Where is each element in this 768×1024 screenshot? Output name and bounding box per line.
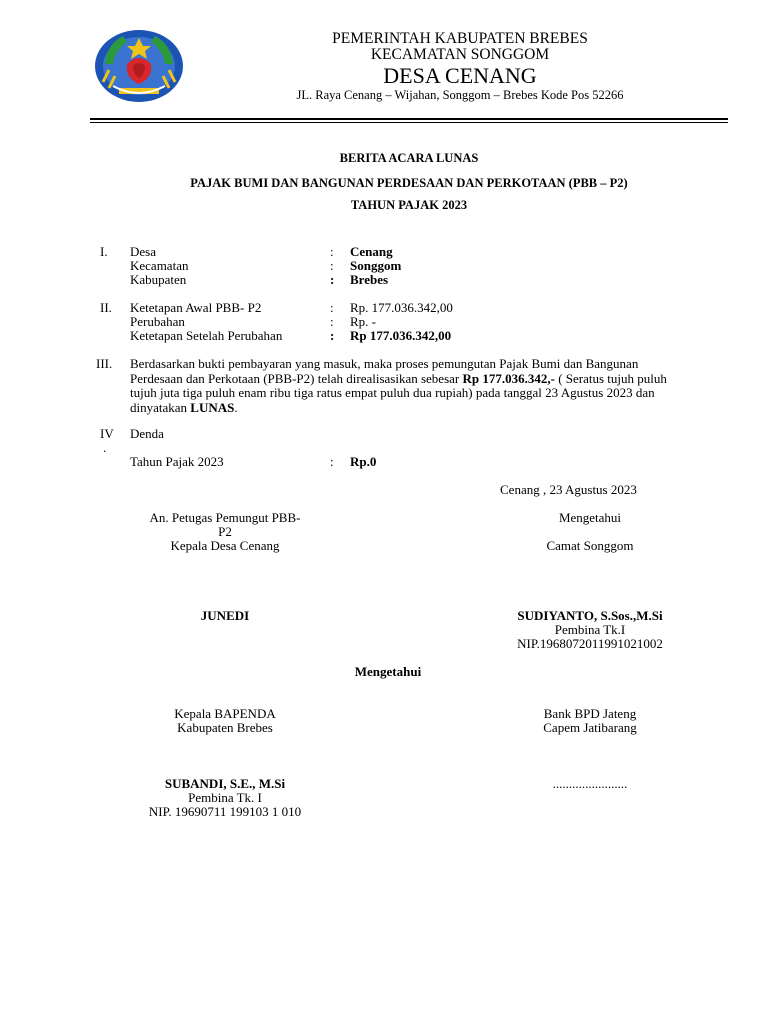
- approver-position: Camat Songgom: [546, 538, 634, 553]
- field-colon: :: [330, 300, 334, 315]
- signer-position: Kepala Desa Cenang: [170, 538, 280, 553]
- signer-position: Kepala BAPENDA: [174, 706, 276, 721]
- header-rule-thin: [90, 122, 728, 123]
- approver-nip: NIP.196807201199102100​2: [517, 636, 663, 651]
- field-value: Rp 177.036.342,00: [350, 328, 452, 343]
- field-label: Perubahan: [130, 314, 185, 329]
- field-label: Kabupaten: [130, 272, 187, 287]
- regency-logo: [93, 24, 185, 104]
- field-value: Brebes: [350, 272, 389, 287]
- signer-rank: Pembina Tk. I: [188, 790, 262, 805]
- field-colon: :: [330, 328, 335, 343]
- field-colon: :: [330, 314, 334, 329]
- field-colon: :: [330, 244, 334, 259]
- approver-label: Mengetahui: [558, 510, 622, 525]
- statement-text-continued: ( Seratus tujuh puluh tujuh juta tiga puluh enam ribu tiga ratus empat puluh dua rupiah) pada tanggal 23 Agustus 2023 dan dinyatakan: [130, 370, 667, 415]
- field-label: Ketetapan Setelah Perubahan: [130, 328, 283, 343]
- field-value: Rp.0: [350, 454, 377, 469]
- header-rule-thick: [90, 118, 728, 120]
- field-label: Desa: [130, 244, 156, 259]
- header-village: DESA CENANG: [383, 63, 537, 88]
- statement-amount: Rp 177.036.342,-: [462, 370, 555, 386]
- signer-name: SUBANDI, S.E., M.Si: [164, 776, 286, 791]
- signer-institution: Kabupaten Brebes: [177, 720, 273, 735]
- approver-rank: Pembina Tk.I: [554, 622, 626, 637]
- signer-name: JUNEDI: [200, 608, 250, 623]
- statement-end: .: [234, 399, 238, 415]
- statement-status: LUNAS: [190, 399, 235, 415]
- field-value: Rp. -: [350, 314, 376, 329]
- field-label: Tahun Pajak 2023: [130, 454, 224, 469]
- statement-paragraph: [130, 357, 690, 415]
- bank-name: Bank BPD Jateng: [543, 706, 637, 721]
- signer-title: P2: [218, 524, 232, 539]
- fine-label: Denda: [130, 426, 164, 441]
- field-value: Rp. 177.036.342,00: [350, 300, 453, 315]
- header-government: PEMERINTAH KABUPATEN BREBES: [332, 30, 588, 47]
- doc-tax-year: TAHUN PAJAK 2023: [350, 198, 468, 212]
- doc-subtitle: PAJAK BUMI DAN BANGUNAN PERDESAAN DAN PERKOTAAN (PBB – P2): [190, 176, 628, 190]
- field-colon: :: [330, 272, 335, 287]
- place-date: Cenang , 23 Agustus 2023: [500, 482, 637, 497]
- bank-branch: Capem Jatibarang: [543, 720, 637, 735]
- field-value: Songgom: [350, 258, 402, 273]
- header-district: KECAMATAN SONGGOM: [370, 46, 550, 63]
- approver-name: SUDIYANTO, S.Sos.,M.Si: [517, 608, 663, 623]
- doc-title: BERITA ACARA LUNAS: [339, 151, 479, 165]
- section-number: III.: [96, 356, 113, 371]
- field-colon: :: [330, 454, 334, 469]
- signer-nip: NIP. 19690711 199103 1 010: [148, 804, 302, 819]
- statement-text: Berdasarkan bukti pembayaran yang masuk, maka proses pemungutan Pajak Bumi dan Bangunan Perdesaan dan Perkotaan (PBB-P2) telah direalisasikan sebesar: [130, 356, 639, 386]
- header-address: JL. Raya Cenang – Wijahan, Songgom – Brebes Kode Pos 52266: [296, 88, 624, 102]
- field-value: Cenang: [350, 244, 393, 259]
- section-number-dot: .: [103, 440, 107, 455]
- signer-title: An. Petugas Pemungut PBB-: [149, 510, 301, 525]
- field-label: Kecamatan: [130, 258, 189, 273]
- logo-emblem-icon: [93, 24, 185, 104]
- acknowledged-label: Mengetahui: [354, 664, 422, 679]
- section-number: I.: [100, 244, 108, 259]
- section-number: IV: [100, 426, 114, 441]
- section-number: II.: [100, 300, 112, 315]
- bank-signer-placeholder: .......................: [552, 776, 628, 791]
- field-label: Ketetapan Awal PBB- P2: [130, 300, 262, 315]
- field-colon: :: [330, 258, 334, 273]
